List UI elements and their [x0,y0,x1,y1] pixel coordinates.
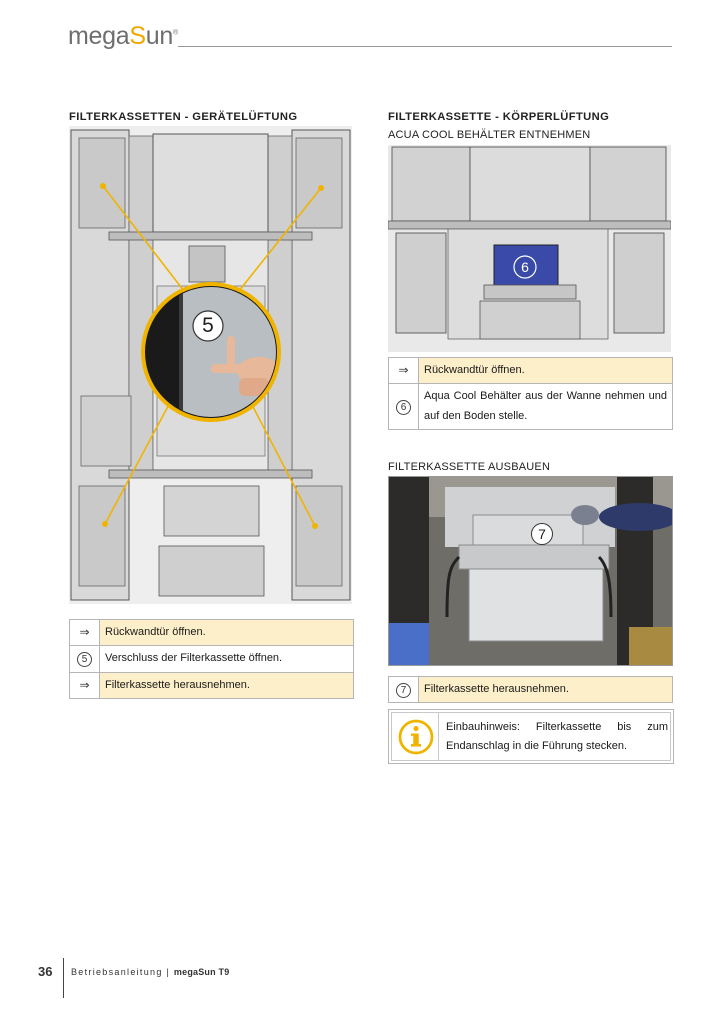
step-text: Verschluss der Filterkassette öffnen. [100,646,354,672]
callout-6: 6 [521,259,529,275]
step-text: Filterkassette herausnehmen. [100,672,354,698]
step-text: Filterkassette herausnehmen. [419,677,673,703]
callout-5: 5 [202,314,214,337]
step-row [70,672,354,698]
step-number-7: 7 [396,683,411,698]
solarium-open-doors-illustration [69,126,352,604]
header-rule [178,46,672,47]
section-heading-geraetelueftung: FILTERKASSETTEN - GERÄTELÜFTUNG [69,111,298,123]
step-number-6: 6 [396,400,411,415]
step-row [70,620,354,646]
subheading-filterkassette-ausbauen: FILTERKASSETTE AUSBAUEN [388,461,551,473]
step-text: Aqua Cool Behälter aus der Wanne nehmen und auf den Boden stelle. [419,384,673,430]
footer-rule [63,958,64,998]
right-bottom-steps-table [388,676,673,703]
right-top-steps-table [388,357,673,430]
info-note-text: Einbauhinweis: Filterkassette bis zum Endanschlag in die Führung stecken. [446,721,668,753]
step-number-5: 5 [77,652,92,667]
arrow-icon: ⇒ [70,620,100,646]
arrow-icon: ⇒ [389,358,419,384]
step-row [389,358,673,384]
step-row [70,646,354,672]
arrow-icon: ⇒ [70,672,100,698]
page-number: 36 [38,964,53,979]
step-text: Rückwandtür öffnen. [100,620,354,646]
left-steps-table [69,619,354,699]
step-row [389,677,673,703]
step-row [389,384,673,430]
callout-7-label: 7 [538,526,546,542]
footer-doc-title: Betriebsanleitung | megaSun T9 [71,967,230,977]
section-heading-koerperlueftung: FILTERKASSETTE - KÖRPERLÜFTUNG [388,111,610,123]
step-text: Rückwandtür öffnen. [419,358,673,384]
megasun-logo: megaSun® [68,22,178,50]
info-icon [392,713,438,760]
filter-cassette-removal-photo [388,476,673,666]
subheading-behaelter-entnehmen: ACUA COOL BEHÄLTER ENTNEHMEN [388,129,591,141]
acua-cool-container-illustration [388,145,671,352]
info-note-box [388,709,674,764]
